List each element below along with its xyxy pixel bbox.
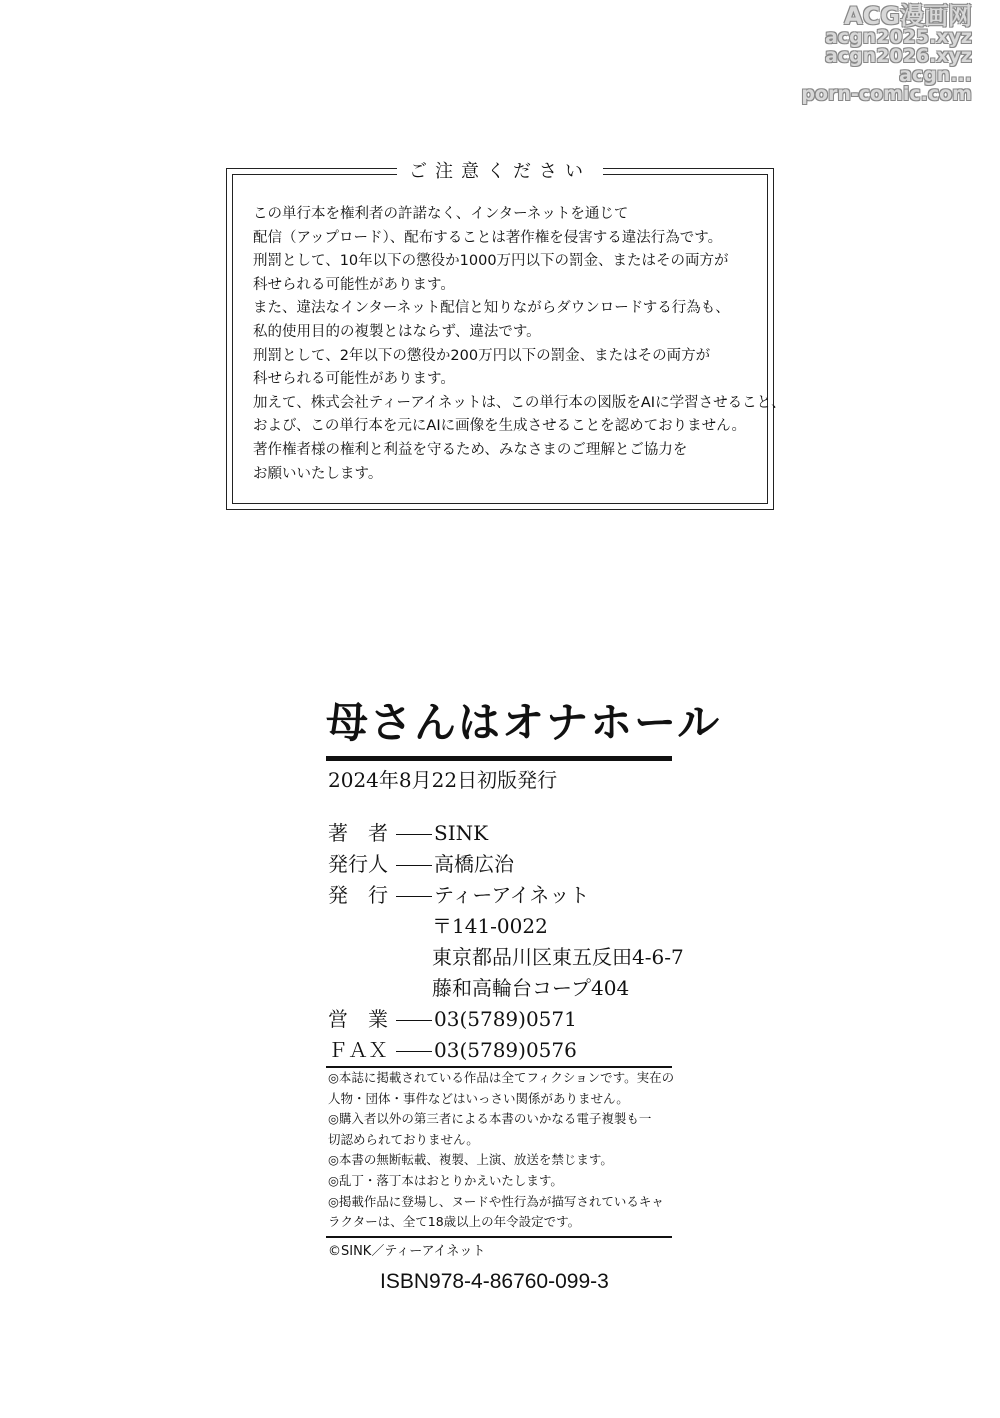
credit-issuer xyxy=(328,849,684,880)
watermark-line: acgn... xyxy=(899,64,972,86)
note-line: 人物・団体・事件などはいっさい関係がありません。 xyxy=(328,1090,629,1106)
watermark-line: acgn2026.xyz xyxy=(824,45,972,67)
sales-label: 営 業 xyxy=(328,1007,388,1031)
publisher-label: 発 行 xyxy=(328,883,388,907)
notice-line: お願いいたします。 xyxy=(253,465,383,482)
note-line: ◎掲載作品に登場し、ヌードや性行為が描写されているキャ xyxy=(328,1193,664,1209)
credits xyxy=(328,818,684,1066)
notice-line: 私的使用目的の複製とはならず、違法です。 xyxy=(253,323,541,340)
publisher-name: ティーアイネット xyxy=(434,883,590,907)
credit-publisher xyxy=(328,880,684,911)
publication-date: 2024年8月22日初版発行 xyxy=(328,768,558,792)
notice-line: 科せられる可能性があります。 xyxy=(253,276,455,293)
note-line: ◎本書の無断転載、複製、上演、放送を禁じます。 xyxy=(328,1152,613,1168)
credit-sales xyxy=(328,1004,684,1035)
notice-line: 刑罰として、2年以下の懲役か200万円以下の罰金、またはその両方が xyxy=(253,347,711,364)
author-label: 著 者 xyxy=(328,821,388,845)
notice-line: この単行本を権利者の許諾なく、インターネットを通じて xyxy=(253,206,629,222)
postal-code: 〒141-0022 xyxy=(432,914,548,938)
watermark xyxy=(801,4,972,104)
legal-notes xyxy=(328,1068,674,1233)
dash-divider xyxy=(396,1020,432,1021)
title-rule xyxy=(326,756,672,761)
credit-fax xyxy=(328,1035,684,1066)
notice-title: ご注意ください xyxy=(397,161,603,182)
address-line-2: 藤和高輪台コープ404 xyxy=(432,976,630,1000)
fax-label: ＦＡＸ xyxy=(328,1038,388,1062)
fax-number: 03(5789)0576 xyxy=(434,1038,577,1062)
note-line: ◎本誌に掲載されている作品は全てフィクションです。実在の xyxy=(328,1070,675,1085)
issuer-name: 高橋広治 xyxy=(434,852,514,876)
credit-author xyxy=(328,818,684,849)
dash-divider xyxy=(396,1051,432,1052)
notice-title-wrap xyxy=(227,157,773,183)
note-line: 切認められておりません。 xyxy=(328,1131,479,1147)
note-line: ◎乱丁・落丁本はおとりかえいたします。 xyxy=(328,1172,563,1188)
isbn: ISBN978-4-86760-099-3 xyxy=(380,1270,609,1293)
notes-bottom-rule xyxy=(326,1236,672,1238)
notice-line: 著作権者様の権利と利益を守るため、みなさまのご理解とご協力を xyxy=(253,441,688,458)
note-line: ラクターは、全て18歳以上の年令設定です。 xyxy=(328,1214,581,1230)
notice-body xyxy=(253,203,786,486)
watermark-line: ACG漫画网 xyxy=(844,2,972,30)
notice-line: 科せられる可能性があります。 xyxy=(253,371,455,388)
copyright-notice-box xyxy=(226,161,786,510)
notice-line: 加えて、株式会社ティーアイネットは、この単行本の図版をAIに学習させること、 xyxy=(253,394,786,411)
dash-divider xyxy=(396,834,432,835)
watermark-line: acgn2025.xyz xyxy=(824,26,972,48)
notice-line: および、この単行本を元にAIに画像を生成させることを認めておりません。 xyxy=(253,418,746,435)
copyright-line: ©SINK／ティーアイネット xyxy=(328,1244,486,1259)
dash-divider xyxy=(396,865,432,866)
notice-line: また、違法なインターネット配信と知りながらダウンロードする行為も、 xyxy=(253,300,730,317)
address-line-1: 東京都品川区東五反田4-6-7 xyxy=(432,945,684,969)
author-name: SINK xyxy=(434,821,489,845)
note-line: ◎購入者以外の第三者による本書のいかなる電子複製も一 xyxy=(328,1111,652,1127)
sales-phone: 03(5789)0571 xyxy=(434,1007,577,1031)
issuer-label: 発行人 xyxy=(328,852,388,876)
watermark-line: porn-comic.com xyxy=(801,83,972,105)
notice-line: 配信（アップロード）、配布することは著作権を侵害する違法行為です。 xyxy=(253,229,723,246)
book-title: 母さんはオナホール xyxy=(326,698,722,747)
dash-divider xyxy=(396,896,432,897)
notice-line: 刑罰として、10年以下の懲役か1000万円以下の罰金、またはその両方が xyxy=(253,253,729,270)
